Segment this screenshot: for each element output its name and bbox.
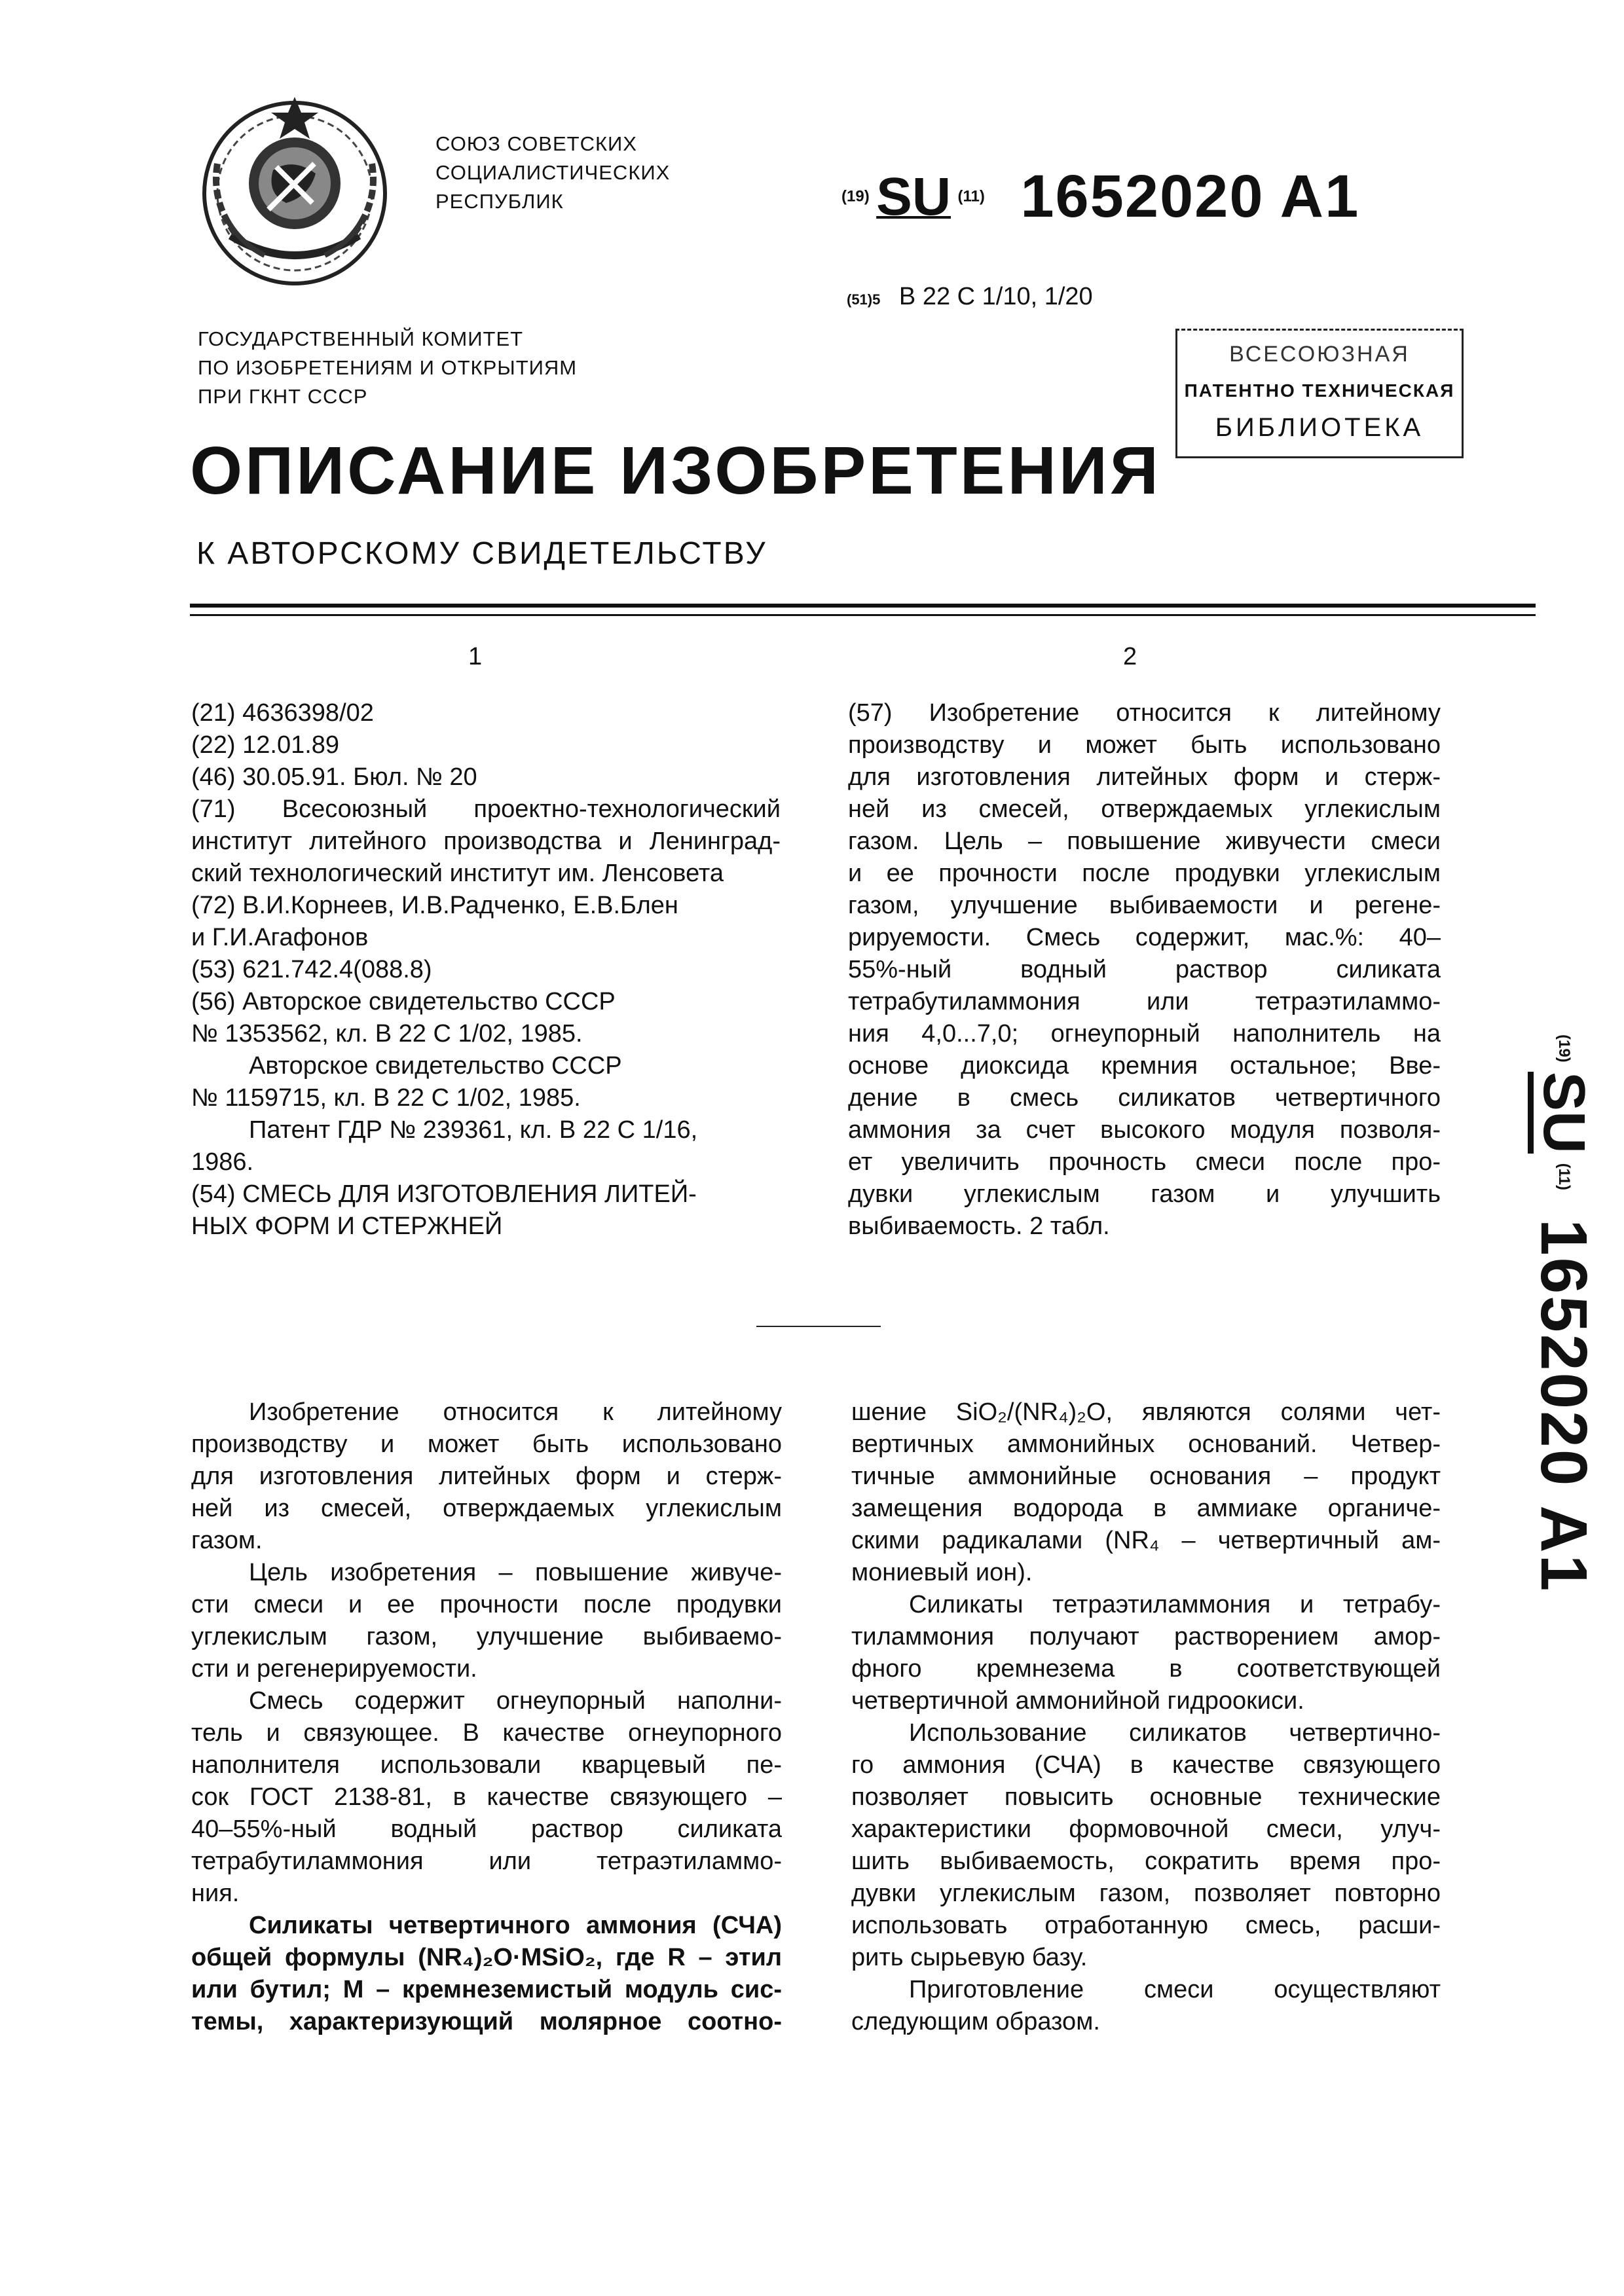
body-line: го аммония (СЧА) в качестве связующего (851, 1749, 1441, 1781)
biblio-line: НЫХ ФОРМ И СТЕРЖНЕЙ (191, 1211, 781, 1243)
body-line: мониевый ион). (851, 1557, 1441, 1589)
body-line: Приготовление смеси осуществляют (851, 1974, 1441, 2006)
body-line: позволяет повысить основные технические (851, 1781, 1441, 1813)
body-line: тетрабутиламмония или тетраэтиламмо- (191, 1846, 782, 1878)
publication-number (841, 162, 1359, 231)
ipc-classification (847, 283, 1093, 311)
body-line: для изготовления литейных форм и стерж- (191, 1461, 782, 1493)
body-line: характеристики формовочной смеси, улуч- (851, 1813, 1441, 1846)
stamp-line: ПАТЕНТНО ТЕХНИЧЕСКАЯ (1177, 373, 1462, 409)
body-line: дувки углекислым газом, позволяет повторно (851, 1878, 1441, 1910)
document-title: ОПИСАНИЕ ИЗОБРЕТЕНИЯ (190, 432, 1161, 509)
org-line: СОЦИАЛИСТИЧЕСКИХ (435, 158, 670, 187)
ipc-code: (51)5 (847, 291, 880, 308)
body-line: наполнителя использовали кварцевый пе- (191, 1749, 782, 1781)
code-11: (11) (958, 188, 985, 206)
abstract-line: производству и может быть использовано (848, 729, 1441, 761)
column-number-1: 1 (468, 643, 482, 671)
body-line: производству и может быть использовано (191, 1429, 782, 1461)
document-subtitle: К АВТОРСКОМУ СВИДЕТЕЛЬСТВУ (196, 536, 767, 572)
committee-line: ПРИ ГКНТ СССР (198, 382, 577, 411)
abstract-line: рируемости. Смесь содержит, мас.%: 40– (848, 922, 1441, 954)
body-line: замещения водорода в аммиаке органиче- (851, 1493, 1441, 1525)
body-right-column (851, 1396, 1441, 2038)
header-rule (190, 604, 1536, 608)
abstract (848, 697, 1441, 1243)
biblio-line: (71) Всесоюзный проектно-технологический (191, 793, 781, 826)
committee-name (198, 325, 577, 411)
header-rule-thin (190, 614, 1536, 616)
biblio-line: № 1159715, кл. В 22 С 1/02, 1985. (191, 1082, 781, 1114)
abstract-line: ней из смесей, отверждаемых углекислым (848, 793, 1441, 826)
organization-name (435, 130, 670, 216)
column-number-2: 2 (1123, 643, 1137, 671)
state-emblem-icon (191, 85, 398, 292)
abstract-line: и ее прочности после продувки углекислым (848, 858, 1441, 890)
biblio-line: (72) В.И.Корнеев, И.В.Радченко, Е.В.Блен (191, 890, 781, 922)
body-left-column (191, 1396, 782, 2038)
body-line: Цель изобретения – повышение живуче- (191, 1557, 782, 1589)
org-line: СОЮЗ СОВЕТСКИХ (435, 130, 670, 158)
abstract-line: газом. Цель – повышение живучести смеси (848, 826, 1441, 858)
body-line: вертичных аммонийных оснований. Четвер- (851, 1429, 1441, 1461)
body-line: Силикаты четвертичного аммония (СЧА) (191, 1910, 782, 1942)
abstract-line: выбиваемость. 2 табл. (848, 1211, 1441, 1243)
biblio-line: (54) СМЕСЬ ДЛЯ ИЗГОТОВЛЕНИЯ ЛИТЕЙ- (191, 1178, 781, 1211)
body-line: ния. (191, 1878, 782, 1910)
abstract-line: тетрабутиламмония или тетраэтиламмо- (848, 986, 1441, 1018)
sidebar-country-code: SU (1531, 1072, 1596, 1154)
body-line: Смесь содержит огнеупорный наполни- (191, 1685, 782, 1717)
biblio-line: (53) 621.742.4(088.8) (191, 954, 781, 986)
sidebar-number: 1652020 A1 (1527, 1219, 1600, 1593)
committee-line: ПО ИЗОБРЕТЕНИЯМ И ОТКРЫТИЯМ (198, 354, 577, 382)
body-line: сок ГОСТ 2138-81, в качестве связующего – (191, 1781, 782, 1813)
body-line: углекислым газом, улучшение выбиваемо- (191, 1621, 782, 1653)
biblio-line: институт литейного производства и Ленинград- (191, 826, 781, 858)
patent-number: 1652020 A1 (1020, 163, 1359, 230)
body-line: Использование силикатов четвертично- (851, 1717, 1441, 1749)
biblio-line: и Г.И.Агафонов (191, 922, 781, 954)
body-line: темы, характеризующий молярное соотно- (191, 2006, 782, 2038)
abstract-line: 55%-ный водный раствор силиката (848, 954, 1441, 986)
body-line: или бутил; М – кремнеземистый модуль сис- (191, 1974, 782, 2006)
body-line: шить выбиваемость, сократить время про- (851, 1846, 1441, 1878)
body-line: Силикаты тетраэтиламмония и тетрабу- (851, 1589, 1441, 1621)
abstract-line: дение в смесь силикатов четвертичного (848, 1082, 1441, 1114)
abstract-line: аммония за счет высокого модуля позволя- (848, 1114, 1441, 1146)
body-line: тель и связующее. В качестве огнеупорного (191, 1717, 782, 1749)
biblio-line: Патент ГДР № 239361, кл. В 22 С 1/16, (191, 1114, 781, 1146)
sidebar-patent-number (1526, 1034, 1601, 1594)
body-line: шение SiO₂/(NR₄)₂O, являются солями чет- (851, 1396, 1441, 1429)
body-line: использовать отработанную смесь, расши- (851, 1910, 1441, 1942)
body-line: общей формулы (NR₄)₂O·MSiO₂, где R – этил (191, 1942, 782, 1974)
biblio-line: 1986. (191, 1146, 781, 1178)
biblio-line: (46) 30.05.91. Бюл. № 20 (191, 761, 781, 793)
biblio-line: (21) 4636398/02 (191, 697, 781, 729)
body-line: сти смеси и ее прочности после продувки (191, 1589, 782, 1621)
abstract-line: газом, улучшение выбиваемости и регене- (848, 890, 1441, 922)
sidebar-code-11: (11) (1555, 1163, 1573, 1190)
body-line: скими радикалами (NR₄ – четвертичный ам- (851, 1525, 1441, 1557)
committee-line: ГОСУДАРСТВЕННЫЙ КОМИТЕТ (198, 325, 577, 354)
stamp-line: БИБЛИОТЕКА (1177, 409, 1462, 446)
biblio-line: № 1353562, кл. В 22 С 1/02, 1985. (191, 1018, 781, 1050)
biblio-line: (56) Авторское свидетельство СССР (191, 986, 781, 1018)
body-line: газом. (191, 1525, 782, 1557)
body-line: рить сырьевую базу. (851, 1942, 1441, 1974)
biblio-line: ский технологический институт им. Ленсовета (191, 858, 781, 890)
code-19: (19) (841, 188, 870, 206)
body-line: четвертичной аммонийной гидроокиси. (851, 1685, 1441, 1717)
bibliographic-data (191, 697, 781, 1243)
body-line: тиламмония получают растворением амор- (851, 1621, 1441, 1653)
sidebar-code-19: (19) (1555, 1034, 1573, 1063)
library-stamp (1175, 329, 1464, 458)
section-divider (756, 1326, 881, 1327)
abstract-line: основе диоксида кремния остальное; Вве- (848, 1050, 1441, 1082)
abstract-line: (57) Изобретение относится к литейному (848, 697, 1441, 729)
org-line: РЕСПУБЛИК (435, 187, 670, 216)
body-line: следующим образом. (851, 2006, 1441, 2038)
country-code: SU (876, 167, 951, 227)
body-line: сти и регенерируемости. (191, 1653, 782, 1685)
stamp-line: ВСЕСОЮЗНАЯ (1177, 336, 1462, 373)
abstract-line: для изготовления литейных форм и стерж- (848, 761, 1441, 793)
body-line: Изобретение относится к литейному (191, 1396, 782, 1429)
ipc-value: В 22 С 1/10, 1/20 (899, 283, 1093, 310)
body-line: тичные аммонийные основания – продукт (851, 1461, 1441, 1493)
abstract-line: ния 4,0...7,0; огнеупорный наполнитель на (848, 1018, 1441, 1050)
biblio-line: (22) 12.01.89 (191, 729, 781, 761)
abstract-line: ет увеличить прочность смеси после про- (848, 1146, 1441, 1178)
biblio-line: Авторское свидетельство СССР (191, 1050, 781, 1082)
abstract-line: дувки углекислым газом и улучшить (848, 1178, 1441, 1211)
body-line: фного кремнезема в соответствующей (851, 1653, 1441, 1685)
body-line: 40–55%-ный водный раствор силиката (191, 1813, 782, 1846)
body-line: ней из смесей, отверждаемых углекислым (191, 1493, 782, 1525)
